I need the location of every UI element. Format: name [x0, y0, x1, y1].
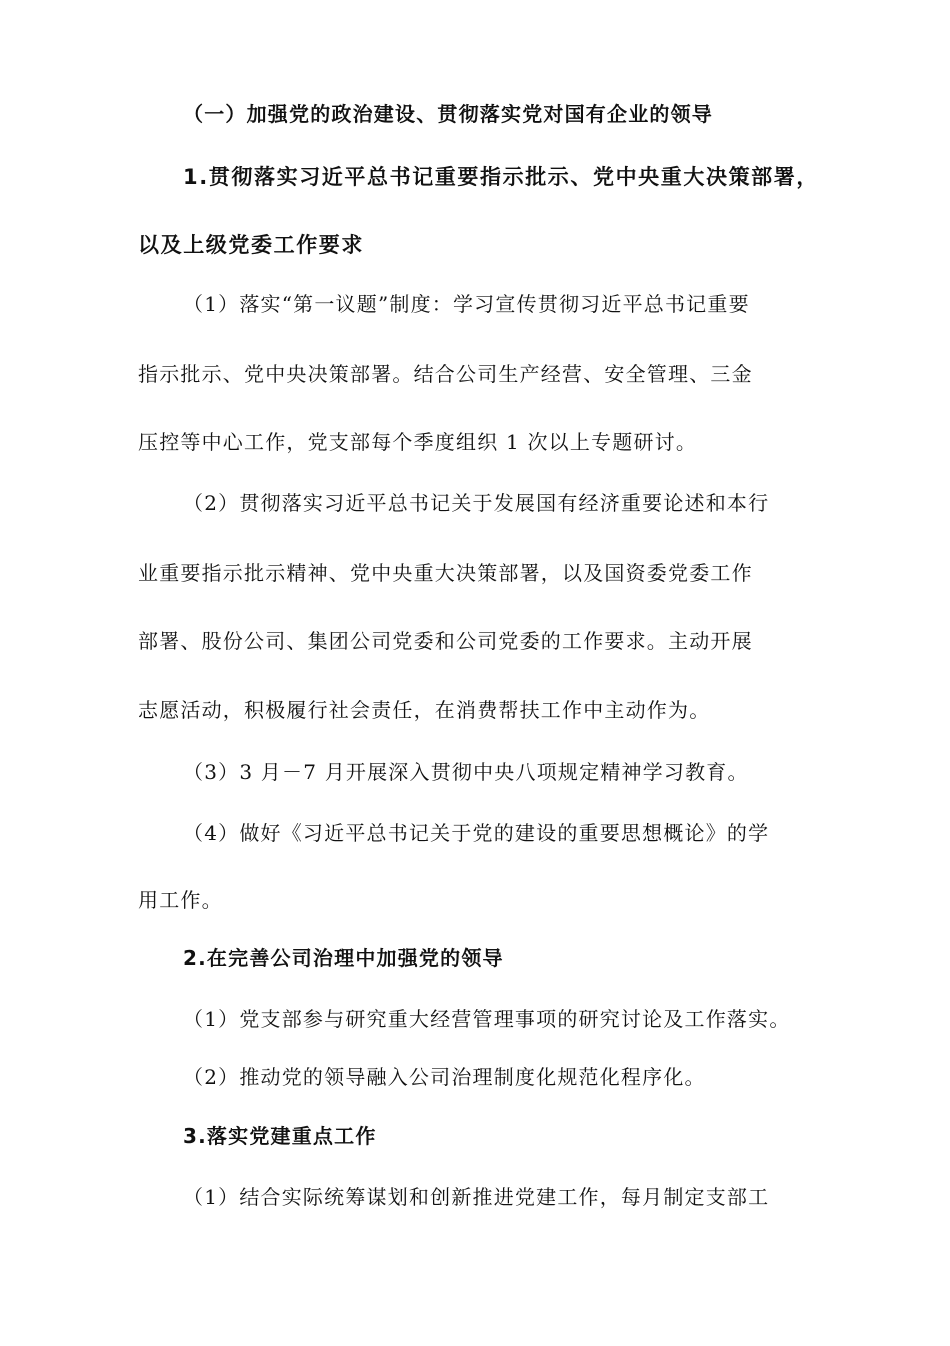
item1-heading-line1: 1.贯彻落实习近平总书记重要指示批示、党中央重大决策部署，: [183, 165, 819, 189]
item1-sub2-line2: 业重要指示批示精神、党中央重大决策部署，以及国资委党委工作: [138, 561, 753, 585]
item2-sub1: （1）党支部参与研究重大经营管理事项的研究讨论及工作落实。: [183, 1007, 791, 1031]
section-title: （一）加强党的政治建设、贯彻落实党对国有企业的领导: [183, 102, 713, 126]
item3-heading: 3.落实党建重点工作: [183, 1124, 377, 1148]
item1-sub2-line4: 志愿活动，积极履行社会责任，在消费帮扶工作中主动作为。: [138, 698, 711, 722]
item2-heading: 2.在完善公司治理中加强党的领导: [183, 946, 504, 970]
item1-sub1-line1: （1）落实“第一议题”制度：学习宣传贯彻习近平总书记重要: [183, 292, 750, 316]
item1-sub2-line3: 部署、股份公司、集团公司党委和公司党委的工作要求。主动开展: [138, 629, 753, 653]
item3-sub1: （1）结合实际统筹谋划和创新推进党建工作，每月制定支部工: [183, 1185, 770, 1209]
item2-sub2: （2）推动党的领导融入公司治理制度化规范化程序化。: [183, 1065, 706, 1089]
item1-heading-line2: 以及上级党委工作要求: [138, 233, 364, 257]
item1-sub4-line2: 用工作。: [138, 888, 223, 912]
item1-sub3: （3）3 月－7 月开展深入贯彻中央八项规定精神学习教育。: [183, 760, 749, 784]
item1-sub4-line1: （4）做好《习近平总书记关于党的建设的重要思想概论》的学: [183, 821, 770, 845]
item1-sub1-line2: 指示批示、党中央决策部署。结合公司生产经营、安全管理、三金: [138, 362, 753, 386]
item1-sub2-line1: （2）贯彻落实习近平总书记关于发展国有经济重要论述和本行: [183, 491, 770, 515]
item1-sub1-line3: 压控等中心工作，党支部每个季度组织 1 次以上专题研讨。: [138, 430, 698, 454]
